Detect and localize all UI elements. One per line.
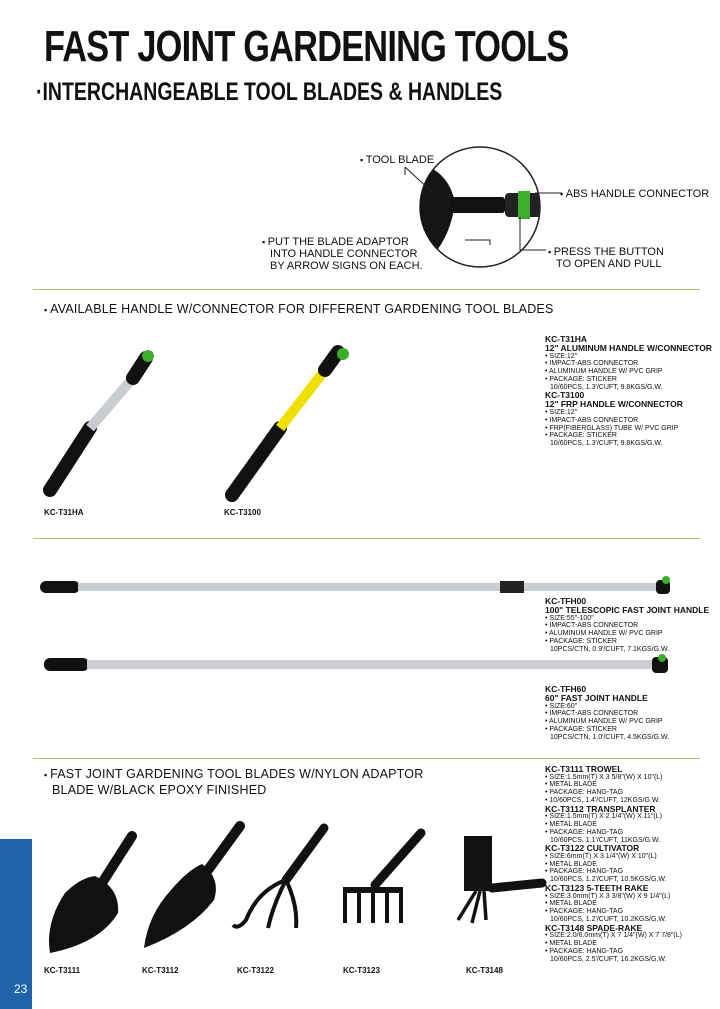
cultivator-image [228, 820, 338, 940]
callout-press-button: ▪ PRESS THE BUTTON TO OPEN AND PULL [548, 246, 664, 270]
caption-kc-t3112: KC-T3112 [142, 966, 179, 975]
rake-image [335, 825, 435, 940]
spec-kc-t31ha: KC-T31HA 12" ALUMINUM HANDLE W/CONNECTOR • SIZE:12" • IMPACT-ABS CONNECTOR • ALUMINUM HANDLE W/ PVC GRIP • PACKAGE: STICKER 10/60PCS, 1.3'/CUFT, 9.8KGS/G.W. KC-T3100 12" FRP HANDLE W/CONNECTOR • SIZE:12" • IMPACT-ABS CONNECTOR • FRP(FIBERGLASS) TUBE W/ PVC GRIP • PACKAGE: STICKER 10/60PCS, 1.3'/CUFT, 9.8KGS/G.W. [545, 335, 712, 448]
page-title: FAST JOINT GARDENING TOOLS [44, 22, 569, 71]
divider [33, 289, 700, 290]
caption-kc-t31ha: KC-T31HA [44, 508, 84, 517]
caption-kc-t3123: KC-T3123 [343, 966, 380, 975]
callout-tool-blade: ▪ TOOL BLADE [360, 154, 434, 166]
trowel-image [40, 828, 140, 958]
callout-put-blade: ▪ PUT THE BLADE ADAPTOR INTO HANDLE CONNECTOR BY ARROW SIGNS ON EACH. [262, 236, 423, 272]
page-number: 23 [14, 982, 28, 996]
caption-kc-t3100: KC-T3100 [224, 508, 261, 517]
divider [33, 758, 700, 759]
section3-heading: ▪ FAST JOINT GARDENING TOOL BLADES W/NYLON ADAPTOR BLADE W/BLACK EPOXY FINISHED [44, 767, 423, 798]
section1-heading: ▪ AVAILABLE HANDLE W/CONNECTOR FOR DIFFERENT GARDENING TOOL BLADES [44, 302, 554, 318]
caption-kc-t3148: KC-T3148 [466, 966, 503, 975]
spec-blades: KC-T3111 TROWEL • SIZE:1.5mm(T) X 3 5/8"(W) X 10"(L) • METAL BLADE • PACKAGE: HANG-TAG • 10/60PCS, 1.4'/CUFT, 12KGS/G.W. KC-T3112 TRANSPLANTER • SIZE:1.5mm(T) X 2 1/4"(W) X 11"(L) • METAL BLADE • PACKAGE: HANG-TAG 10/60PCS, 1.1'/CUFT, 11KGS/G.W. KC-T3122 CULTIVATOR • SIZE:6mm(T) X 3 1/4"(W) X 10"(L) • METAL BLADE • PACKAGE: HANG-TAG 10/60PCS, 1.2'/CUFT, 10.5KGS/G.W. KC-T3123 5-TEETH RAKE • SIZE:3.0mm(T) X 3 3/8"(W) X 9 1/4"(L) • METAL BLADE • PACKAGE: HANG-TAG 10/60PCS, 1.2'/CUFT, 10.2KGS/G.W. KC-T3148 SPADE-RAKE • SIZE:2.0/6.0mm(T) X 7 1/4"(W) X 7 7/8"(L) • METAL BLADE • PACKAGE: HANG-TAG 10/60PCS, 2.5'/CUFT, 16.2KGS/G.W. [545, 765, 682, 963]
divider [33, 538, 700, 539]
handle-60-image [42, 650, 672, 680]
handle-aluminum-image [38, 340, 168, 500]
callout-abs-connector: ▪ ABS HANDLE CONNECTOR [560, 188, 709, 200]
spec-kc-tfh00: KC-TFH00 100" TELESCOPIC FAST JOINT HANDLE • SIZE:55"-100" • IMPACT-ABS CONNECTOR • ALUMINUM HANDLE W/ PVC GRIP • PACKAGE: STICKER 10PCS/CTN, 0.9'/CUFT, 7.1KGS/G.W. [545, 597, 709, 653]
handle-frp-image [220, 340, 360, 505]
caption-kc-t3122: KC-T3122 [237, 966, 274, 975]
caption-kc-t3111: KC-T3111 [44, 966, 81, 975]
page-subtitle: ·INTERCHANGEABLE TOOL BLADES & HANDLES [36, 78, 503, 106]
spade-rake-image [452, 828, 552, 938]
spec-kc-tfh60: KC-TFH60 60" FAST JOINT HANDLE • SIZE:60" • IMPACT-ABS CONNECTOR • ALUMINUM HANDLE W/ PVC GRIP • PACKAGE: STICKER 10PCS/CTN, 1.0'/CUFT, 4.5KGS/G.W. [545, 685, 669, 741]
